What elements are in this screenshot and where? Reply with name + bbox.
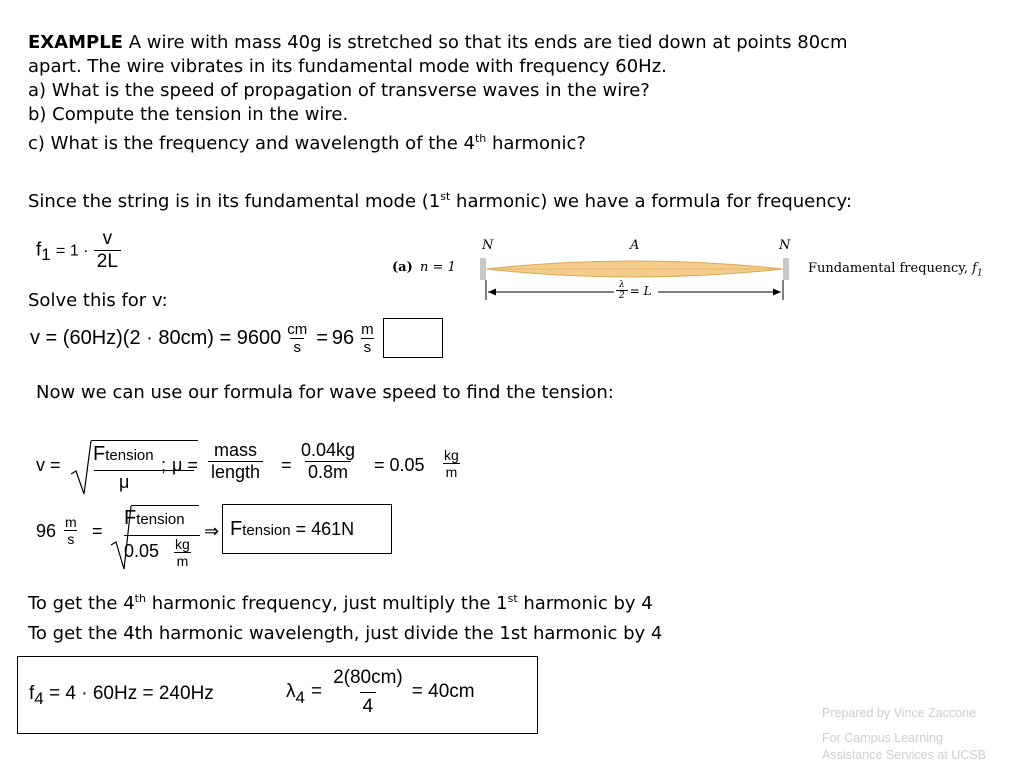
equation-fundamental-frequency	[36, 228, 121, 273]
since-pre: Since the string is in its fundamental mode (1	[28, 191, 441, 212]
harmonic-frequency-line	[28, 587, 653, 616]
eq3-num	[93, 443, 154, 466]
harm1-pre: To get the 4	[28, 593, 135, 614]
final-num: 2(80cm)	[333, 667, 403, 688]
eq4-den-val: 0.05	[124, 541, 160, 561]
question-c-sup: th	[474, 132, 487, 145]
harm1-post: harmonic by 4	[517, 593, 653, 614]
eq4-tension: tension	[136, 511, 185, 528]
eq1-mid: = 1 ·	[56, 242, 89, 260]
eq3-mass-length	[208, 440, 263, 482]
eq4-F: F	[124, 507, 137, 529]
eq4-res-tension: tension	[242, 522, 291, 539]
harm1-sup2: st	[507, 592, 518, 605]
eq3-semi: ;	[161, 455, 167, 475]
figure-caption	[808, 261, 983, 279]
eq2-unit-2	[358, 321, 377, 357]
final-result: = 40cm	[411, 681, 475, 703]
question-c-pre: c) What is the frequency and wavelength of the 4	[28, 133, 475, 154]
figure-label-a: (a)	[392, 260, 413, 275]
eq3-frac-mass-length	[208, 440, 263, 482]
eq3-eq2: = 0.05	[374, 455, 425, 475]
final-f-sub: 4	[34, 688, 44, 708]
eq4-unit-1	[62, 514, 80, 547]
antinode-label: A	[630, 238, 640, 253]
harmonic-wavelength-line: To get the 4th harmonic wavelength, just divide the 1st harmonic by 4	[28, 623, 663, 644]
eq2-left: v = (60Hz)(2 · 80cm) = 9600	[30, 327, 282, 350]
eq3-tension: tension	[105, 447, 154, 464]
dimension-label	[616, 280, 652, 302]
eq3-kg: kg	[444, 447, 459, 463]
eq4-m2: m	[174, 552, 192, 569]
eq3-d1: 0.8m	[305, 461, 351, 483]
final-f: f	[29, 683, 35, 704]
eq3-F: F	[93, 443, 106, 465]
eq2-eq: =	[316, 327, 328, 350]
since-sup: st	[440, 190, 451, 203]
eq1-fraction	[94, 228, 121, 273]
eq3-length: length	[208, 461, 263, 483]
final-l-sub: 4	[295, 688, 305, 708]
caption-f: f	[972, 261, 977, 276]
dimension-arrow-left	[488, 289, 496, 296]
eq3-mu-eq: μ =	[172, 455, 198, 475]
final-lambda: λ	[286, 681, 296, 703]
equation-speed	[30, 321, 377, 357]
question-a: a) What is the speed of propagation of transverse waves in the wire?	[28, 80, 650, 101]
eq4-kg: kg	[175, 536, 190, 552]
final-l-eq: =	[310, 681, 323, 703]
eq4-den-unit-frac	[172, 536, 193, 569]
question-c-post: harmonic?	[486, 133, 586, 154]
eq3-sqrt-bar	[91, 440, 198, 441]
equation-lambda4	[286, 667, 475, 718]
eq4-implies: ⇒	[204, 521, 220, 541]
final-f-expr: = 4 · 60Hz = 240Hz	[49, 683, 214, 704]
eq4-res-val: = 461N	[295, 519, 355, 539]
example-label: EXAMPLE	[28, 32, 123, 53]
question-b: b) Compute the tension in the wire.	[28, 104, 349, 125]
left-clamp	[480, 258, 486, 280]
eq3-m: m	[443, 463, 461, 480]
dimension-eq: = L	[629, 283, 652, 298]
eq1-num: v	[102, 228, 113, 249]
node-right-label: N	[779, 238, 791, 253]
eq2-boxed-value: 96	[331, 327, 355, 350]
eq4-eq: =	[92, 521, 103, 541]
caption-sub: 1	[976, 268, 983, 279]
eq3-unit	[441, 447, 462, 480]
eq2-unit-2-num: m	[361, 321, 374, 338]
now-line: Now we can use our formula for wave speed to find the tension:	[36, 382, 614, 403]
final-fraction	[330, 667, 406, 718]
eq3-frac-values	[298, 440, 358, 482]
eq3-v: v =	[36, 455, 61, 475]
eq3-mass: mass	[214, 440, 258, 460]
equation-f4	[29, 683, 214, 709]
standing-wave-figure	[392, 236, 992, 302]
eq3-n1: 0.04kg	[301, 440, 356, 460]
question-c	[28, 127, 586, 156]
since-line	[28, 185, 852, 214]
eq4-unit-1-frac	[62, 514, 80, 547]
footer-line-1: For Campus Learning	[822, 731, 943, 745]
eq4-num	[124, 507, 185, 530]
eq3-mu: μ	[119, 472, 130, 492]
dimension-fraction	[616, 280, 628, 302]
footer-prepared: Prepared by Vince Zaccone	[822, 706, 977, 720]
footer-line-2: Assistance Services at UCSB	[822, 748, 986, 762]
node-left-label: N	[482, 238, 494, 253]
tension-answer-box	[222, 504, 392, 554]
eq4-s: s	[64, 530, 77, 547]
eq4-den-unit	[172, 536, 193, 569]
eq4-m: m	[65, 514, 77, 530]
eq4-res-F: F	[230, 518, 243, 540]
eq3-unit-frac	[441, 447, 462, 480]
eq4-val: 96	[36, 521, 57, 541]
dimension-num: λ	[619, 280, 625, 290]
right-clamp	[783, 258, 789, 280]
eq2-unit-1	[284, 321, 310, 357]
example-line-1	[28, 31, 848, 55]
example-line-2: apart. The wire vibrates in its fundamental mode with frequency 60Hz.	[28, 56, 667, 77]
eq4-sqrt-bar	[131, 505, 199, 506]
eq3-sqrt-sign	[70, 440, 92, 496]
eq1-sub: 1	[41, 245, 51, 265]
eq2-unit-2-den: s	[361, 338, 375, 356]
example-text-1: A wire with mass 40g is stretched so that its ends are tied down at points 80cm	[122, 32, 848, 53]
eq2-unit-1-num: cm	[287, 321, 308, 338]
final-den: 4	[360, 692, 377, 718]
eq2-unit-1-den: s	[290, 338, 304, 356]
dimension-den: 2	[616, 290, 628, 301]
eq2-boxed	[332, 321, 377, 357]
solve-line: Solve this for v:	[28, 290, 168, 311]
harm1-sup: th	[134, 592, 146, 605]
eq1-lhs: f	[36, 239, 42, 261]
eq1-den: 2L	[94, 250, 121, 273]
figure-label-n: n = 1	[420, 260, 456, 275]
speed-answer-box	[383, 318, 443, 358]
since-post: harmonic) we have a formula for frequency:	[450, 191, 852, 212]
eq3-values	[298, 440, 358, 482]
harm1-mid: harmonic frequency, just multiply the 1	[145, 593, 508, 614]
caption-text: Fundamental frequency,	[808, 261, 973, 276]
eq3-eq: =	[281, 455, 292, 475]
dimension-arrow-right	[773, 289, 781, 296]
